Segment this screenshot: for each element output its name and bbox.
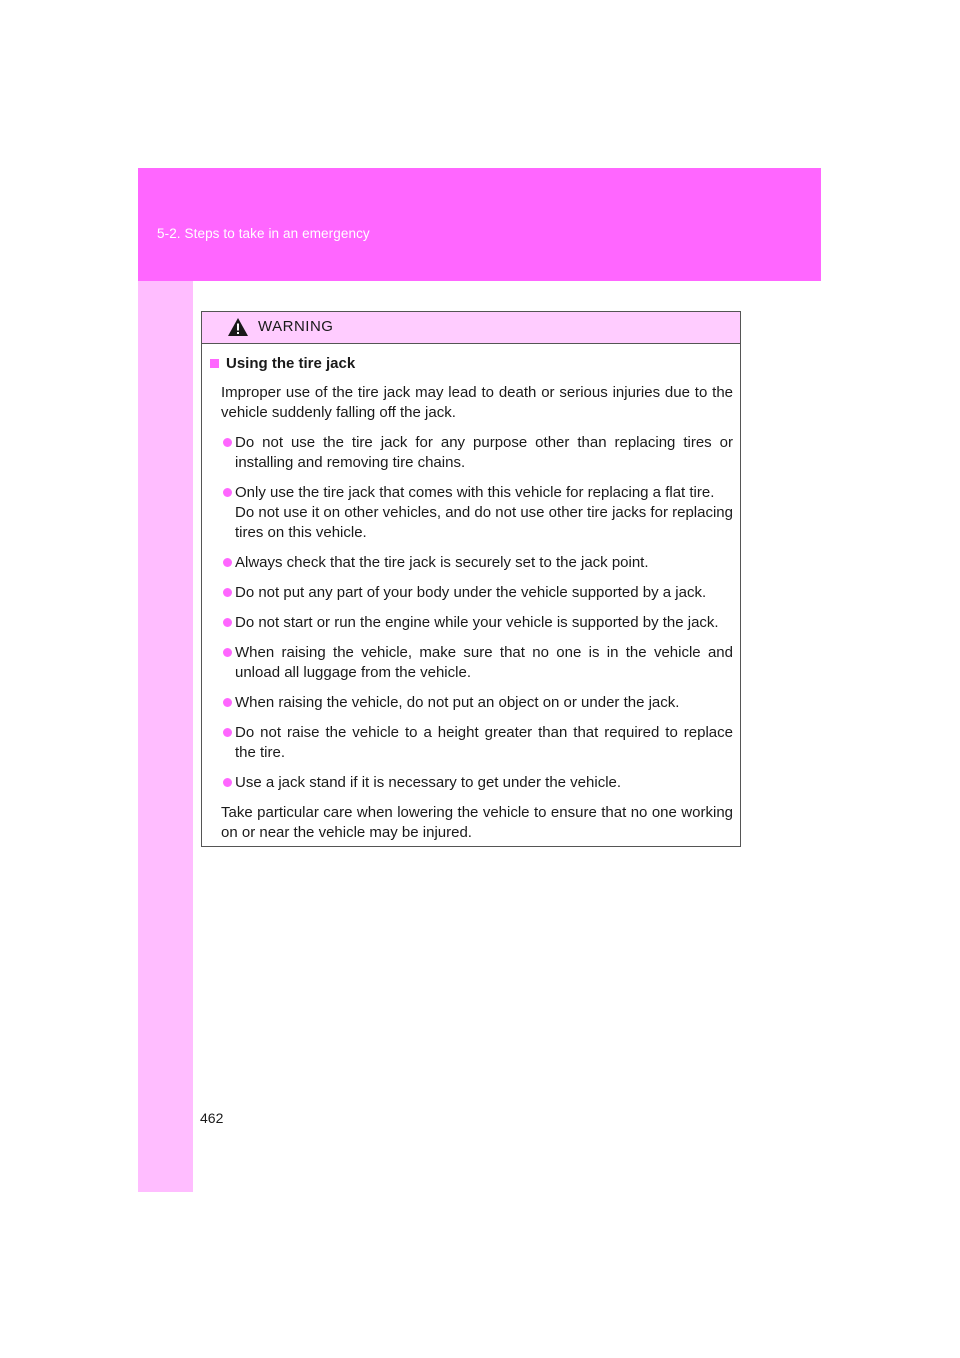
header-band — [138, 168, 821, 281]
page-number: 462 — [200, 1110, 224, 1126]
list-item-text: Only use the tire jack that comes with this vehicle for replacing a flat tire. — [235, 484, 715, 501]
warning-header — [202, 312, 740, 344]
bullet-dot-icon — [223, 778, 232, 787]
bullet-dot-icon — [223, 618, 232, 627]
section-header: 5-2. Steps to take in an emergency — [157, 226, 370, 241]
bullet-dot-icon — [223, 438, 232, 447]
warning-triangle-icon — [227, 317, 249, 337]
warning-label: WARNING — [258, 318, 334, 335]
section-title — [209, 354, 733, 374]
list-item — [209, 553, 733, 573]
list-item-text: Do not raise the vehicle to a height greater than that required to replace the tire. — [235, 724, 733, 761]
list-item — [209, 483, 733, 543]
list-item — [209, 433, 733, 473]
bullet-dot-icon — [223, 648, 232, 657]
list-item-text: When raising the vehicle, make sure that no one is in the vehicle and unload all luggage from the vehicle. — [235, 644, 733, 681]
list-item-text: Do not start or run the engine while your vehicle is supported by the jack. — [235, 614, 719, 631]
list-item-text: When raising the vehicle, do not put an object on or under the jack. — [235, 694, 680, 711]
bullet-dot-icon — [223, 488, 232, 497]
list-item — [209, 723, 733, 763]
list-item-text-continued: Do not use it on other vehicles, and do not use other tire jacks for replacing tires on this vehicle. — [235, 504, 733, 541]
list-item — [209, 773, 733, 793]
list-item — [209, 583, 733, 603]
closing-paragraph: Take particular care when lowering the vehicle to ensure that no one working on or near the vehicle may be injured. — [221, 804, 733, 841]
warning-body — [202, 344, 740, 843]
list-item-text: Always check that the tire jack is securely set to the jack point. — [235, 554, 649, 571]
square-bullet-icon — [210, 359, 219, 368]
list-item — [209, 693, 733, 713]
warning-box — [201, 311, 741, 847]
list-item — [209, 613, 733, 633]
intro-paragraph: Improper use of the tire jack may lead to death or serious injuries due to the vehicle suddenly falling off the jack. — [221, 384, 733, 421]
list-item-text: Do not put any part of your body under the vehicle supported by a jack. — [235, 584, 707, 601]
side-color-strip — [138, 168, 193, 1192]
list-item-text: Use a jack stand if it is necessary to get under the vehicle. — [235, 774, 622, 791]
list-item-text: Do not use the tire jack for any purpose other than replacing tires or installing and removing tire chains. — [235, 434, 733, 471]
bullet-dot-icon — [223, 728, 232, 737]
bullet-dot-icon — [223, 698, 232, 707]
bullet-dot-icon — [223, 588, 232, 597]
list-item — [209, 643, 733, 683]
section-title-text: Using the tire jack — [226, 355, 356, 372]
bullet-dot-icon — [223, 558, 232, 567]
